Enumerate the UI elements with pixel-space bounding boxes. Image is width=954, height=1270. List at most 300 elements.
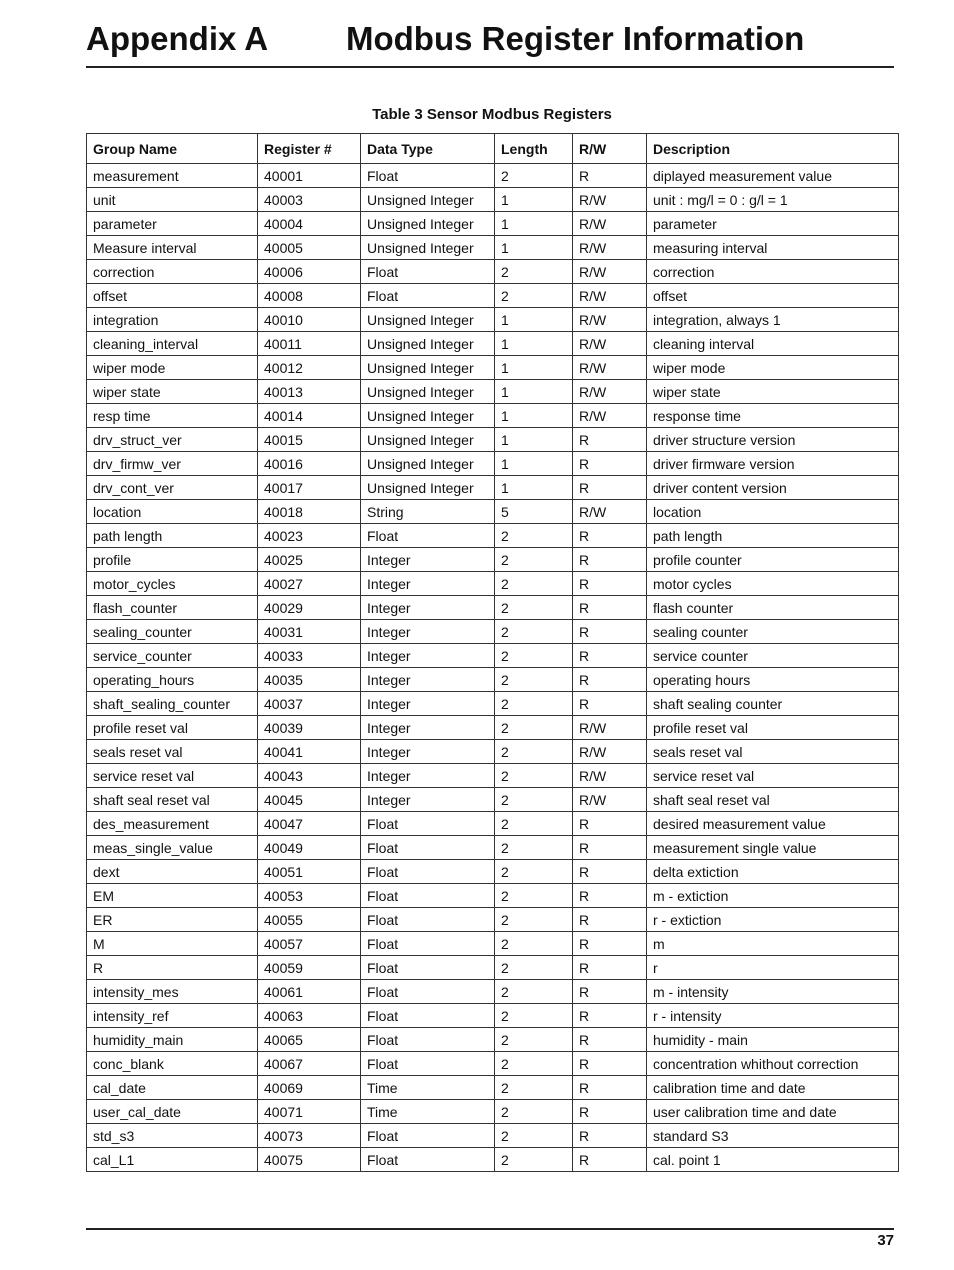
table-row [87,956,899,980]
description-cell: operating hours [647,668,899,692]
data-type-cell: Float [361,164,495,188]
table-row [87,1052,899,1076]
rw-cell: R/W [573,308,647,332]
description-cell: m [647,932,899,956]
rw-cell: R [573,860,647,884]
description-cell: m - extiction [647,884,899,908]
description-cell: r [647,956,899,980]
length-cell: 2 [495,284,573,308]
data-type-cell: Float [361,932,495,956]
rw-cell: R [573,1076,647,1100]
column-header-rw: R/W [573,134,647,164]
data-type-cell: Integer [361,716,495,740]
register-cell: 40051 [258,860,361,884]
rw-cell: R [573,548,647,572]
register-cell: 40049 [258,836,361,860]
group-name-cell: R [87,956,258,980]
group-name-cell: std_s3 [87,1124,258,1148]
register-cell: 40045 [258,788,361,812]
rw-cell: R/W [573,284,647,308]
group-name-cell: EM [87,884,258,908]
data-type-cell: Float [361,980,495,1004]
data-type-cell: Unsigned Integer [361,452,495,476]
description-cell: driver firmware version [647,452,899,476]
table-row [87,1124,899,1148]
description-cell: driver structure version [647,428,899,452]
rw-cell: R [573,452,647,476]
length-cell: 2 [495,1076,573,1100]
data-type-cell: Float [361,1052,495,1076]
page-title: Modbus Register Information [346,20,805,57]
table-row [87,884,899,908]
data-type-cell: Float [361,812,495,836]
rw-cell: R/W [573,356,647,380]
length-cell: 1 [495,380,573,404]
description-cell: measuring interval [647,236,899,260]
group-name-cell: cal_date [87,1076,258,1100]
group-name-cell: profile [87,548,258,572]
register-cell: 40017 [258,476,361,500]
table-row [87,932,899,956]
description-cell: user calibration time and date [647,1100,899,1124]
register-cell: 40015 [258,428,361,452]
data-type-cell: Unsigned Integer [361,188,495,212]
data-type-cell: Integer [361,548,495,572]
data-type-cell: Float [361,524,495,548]
register-cell: 40014 [258,404,361,428]
footer-rule [86,1228,894,1230]
group-name-cell: shaft_sealing_counter [87,692,258,716]
rw-cell: R [573,620,647,644]
length-cell: 2 [495,692,573,716]
column-header-register: Register # [258,134,361,164]
table-row [87,1076,899,1100]
length-cell: 1 [495,188,573,212]
data-type-cell: Time [361,1076,495,1100]
table-row [87,740,899,764]
rw-cell: R [573,644,647,668]
group-name-cell: drv_firmw_ver [87,452,258,476]
description-cell: unit : mg/l = 0 : g/l = 1 [647,188,899,212]
length-cell: 2 [495,644,573,668]
rw-cell: R [573,572,647,596]
group-name-cell: sealing_counter [87,620,258,644]
rw-cell: R [573,524,647,548]
table-row [87,500,899,524]
data-type-cell: Integer [361,620,495,644]
group-name-cell: integration [87,308,258,332]
data-type-cell: Unsigned Integer [361,332,495,356]
length-cell: 2 [495,908,573,932]
length-cell: 2 [495,668,573,692]
length-cell: 1 [495,476,573,500]
group-name-cell: service reset val [87,764,258,788]
register-cell: 40018 [258,500,361,524]
register-cell: 40025 [258,548,361,572]
register-cell: 40033 [258,644,361,668]
description-cell: r - intensity [647,1004,899,1028]
register-cell: 40039 [258,716,361,740]
rw-cell: R [573,1100,647,1124]
table-row [87,620,899,644]
description-cell: seals reset val [647,740,899,764]
table-caption: Table 3 Sensor Modbus Registers [372,106,612,123]
table-row [87,236,899,260]
rw-cell: R/W [573,788,647,812]
description-cell: service reset val [647,764,899,788]
length-cell: 1 [495,332,573,356]
data-type-cell: Unsigned Integer [361,236,495,260]
rw-cell: R/W [573,500,647,524]
rw-cell: R [573,1052,647,1076]
data-type-cell: Float [361,956,495,980]
description-cell: standard S3 [647,1124,899,1148]
rw-cell: R [573,1148,647,1172]
rw-cell: R/W [573,716,647,740]
length-cell: 2 [495,764,573,788]
description-cell: correction [647,260,899,284]
table-row [87,452,899,476]
table-row [87,260,899,284]
length-cell: 2 [495,1124,573,1148]
register-cell: 40059 [258,956,361,980]
length-cell: 1 [495,308,573,332]
description-cell: flash counter [647,596,899,620]
data-type-cell: Unsigned Integer [361,404,495,428]
rw-cell: R/W [573,332,647,356]
register-cell: 40043 [258,764,361,788]
length-cell: 2 [495,164,573,188]
column-header-description: Description [647,134,899,164]
length-cell: 1 [495,212,573,236]
register-cell: 40063 [258,1004,361,1028]
group-name-cell: drv_struct_ver [87,428,258,452]
table-row [87,980,899,1004]
table-row [87,788,899,812]
register-cell: 40073 [258,1124,361,1148]
description-cell: wiper state [647,380,899,404]
page-heading [86,16,894,68]
description-cell: shaft sealing counter [647,692,899,716]
length-cell: 2 [495,524,573,548]
description-cell: sealing counter [647,620,899,644]
rw-cell: R [573,980,647,1004]
data-type-cell: Unsigned Integer [361,212,495,236]
description-cell: parameter [647,212,899,236]
length-cell: 2 [495,860,573,884]
data-type-cell: Float [361,1148,495,1172]
data-type-cell: Integer [361,788,495,812]
table-row [87,812,899,836]
table-row [87,404,899,428]
data-type-cell: Float [361,884,495,908]
description-cell: driver content version [647,476,899,500]
rw-cell: R [573,164,647,188]
group-name-cell: conc_blank [87,1052,258,1076]
data-type-cell: Integer [361,668,495,692]
rw-cell: R [573,956,647,980]
group-name-cell: measurement [87,164,258,188]
data-type-cell: Unsigned Integer [361,428,495,452]
register-cell: 40065 [258,1028,361,1052]
length-cell: 2 [495,980,573,1004]
data-type-cell: Float [361,284,495,308]
table-row [87,716,899,740]
length-cell: 1 [495,452,573,476]
rw-cell: R [573,908,647,932]
length-cell: 2 [495,956,573,980]
register-cell: 40003 [258,188,361,212]
table-row [87,860,899,884]
length-cell: 2 [495,932,573,956]
table-row [87,764,899,788]
table-row [87,644,899,668]
data-type-cell: Float [361,836,495,860]
rw-cell: R [573,1004,647,1028]
group-name-cell: meas_single_value [87,836,258,860]
rw-cell: R [573,476,647,500]
register-cell: 40071 [258,1100,361,1124]
register-cell: 40037 [258,692,361,716]
length-cell: 2 [495,812,573,836]
data-type-cell: Unsigned Integer [361,356,495,380]
description-cell: cal. point 1 [647,1148,899,1172]
table-row [87,308,899,332]
register-cell: 40010 [258,308,361,332]
length-cell: 2 [495,260,573,284]
description-cell: profile reset val [647,716,899,740]
group-name-cell: service_counter [87,644,258,668]
register-cell: 40069 [258,1076,361,1100]
description-cell: integration, always 1 [647,308,899,332]
group-name-cell: operating_hours [87,668,258,692]
register-cell: 40067 [258,1052,361,1076]
group-name-cell: Measure interval [87,236,258,260]
data-type-cell: Integer [361,692,495,716]
rw-cell: R/W [573,260,647,284]
rw-cell: R/W [573,404,647,428]
table-row [87,1028,899,1052]
data-type-cell: Float [361,1028,495,1052]
table-row [87,380,899,404]
description-cell: response time [647,404,899,428]
register-cell: 40012 [258,356,361,380]
group-name-cell: location [87,500,258,524]
length-cell: 2 [495,716,573,740]
page-number: 37 [877,1232,894,1249]
group-name-cell: intensity_mes [87,980,258,1004]
rw-cell: R [573,812,647,836]
description-cell: desired measurement value [647,812,899,836]
table-header-row [87,134,899,164]
group-name-cell: unit [87,188,258,212]
description-cell: shaft seal reset val [647,788,899,812]
register-cell: 40016 [258,452,361,476]
description-cell: offset [647,284,899,308]
register-cell: 40004 [258,212,361,236]
description-cell: m - intensity [647,980,899,1004]
table-row [87,212,899,236]
table-row [87,596,899,620]
data-type-cell: Float [361,260,495,284]
rw-cell: R [573,596,647,620]
length-cell: 1 [495,236,573,260]
group-name-cell: motor_cycles [87,572,258,596]
rw-cell: R [573,428,647,452]
register-cell: 40027 [258,572,361,596]
table-row [87,836,899,860]
data-type-cell: Integer [361,572,495,596]
group-name-cell: wiper state [87,380,258,404]
data-type-cell: String [361,500,495,524]
group-name-cell: wiper mode [87,356,258,380]
data-type-cell: Float [361,908,495,932]
description-cell: concentration whithout correction [647,1052,899,1076]
register-cell: 40008 [258,284,361,308]
modbus-register-table [86,133,899,1172]
length-cell: 1 [495,356,573,380]
table-row [87,188,899,212]
group-name-cell: drv_cont_ver [87,476,258,500]
table-row [87,524,899,548]
description-cell: profile counter [647,548,899,572]
description-cell: delta extiction [647,860,899,884]
rw-cell: R [573,932,647,956]
register-cell: 40057 [258,932,361,956]
register-cell: 40035 [258,668,361,692]
column-header-group-name: Group Name [87,134,258,164]
data-type-cell: Integer [361,764,495,788]
description-cell: r - extiction [647,908,899,932]
rw-cell: R/W [573,212,647,236]
table-row [87,476,899,500]
register-cell: 40031 [258,620,361,644]
description-cell: humidity - main [647,1028,899,1052]
register-cell: 40061 [258,980,361,1004]
table-row [87,572,899,596]
description-cell: measurement single value [647,836,899,860]
table-row [87,692,899,716]
group-name-cell: cal_L1 [87,1148,258,1172]
table-row [87,908,899,932]
description-cell: motor cycles [647,572,899,596]
length-cell: 2 [495,548,573,572]
table-row [87,356,899,380]
length-cell: 2 [495,1028,573,1052]
group-name-cell: cleaning_interval [87,332,258,356]
register-cell: 40013 [258,380,361,404]
description-cell: service counter [647,644,899,668]
length-cell: 1 [495,428,573,452]
register-cell: 40029 [258,596,361,620]
register-cell: 40006 [258,260,361,284]
column-header-data-type: Data Type [361,134,495,164]
rw-cell: R [573,884,647,908]
description-cell: location [647,500,899,524]
length-cell: 2 [495,572,573,596]
table-row [87,1100,899,1124]
table-body [87,164,899,1172]
length-cell: 2 [495,596,573,620]
group-name-cell: user_cal_date [87,1100,258,1124]
length-cell: 1 [495,404,573,428]
register-cell: 40041 [258,740,361,764]
rw-cell: R [573,1028,647,1052]
table-row [87,668,899,692]
table-row [87,1004,899,1028]
group-name-cell: path length [87,524,258,548]
group-name-cell: intensity_ref [87,1004,258,1028]
rw-cell: R [573,836,647,860]
appendix-label: Appendix A [86,20,269,57]
table-row [87,164,899,188]
data-type-cell: Time [361,1100,495,1124]
rw-cell: R [573,1124,647,1148]
group-name-cell: seals reset val [87,740,258,764]
rw-cell: R [573,668,647,692]
length-cell: 2 [495,1148,573,1172]
description-cell: calibration time and date [647,1076,899,1100]
register-cell: 40075 [258,1148,361,1172]
group-name-cell: humidity_main [87,1028,258,1052]
length-cell: 2 [495,884,573,908]
data-type-cell: Integer [361,644,495,668]
group-name-cell: offset [87,284,258,308]
group-name-cell: M [87,932,258,956]
length-cell: 2 [495,620,573,644]
length-cell: 2 [495,836,573,860]
description-cell: wiper mode [647,356,899,380]
length-cell: 2 [495,1100,573,1124]
group-name-cell: correction [87,260,258,284]
group-name-cell: des_measurement [87,812,258,836]
length-cell: 2 [495,788,573,812]
rw-cell: R/W [573,764,647,788]
rw-cell: R/W [573,236,647,260]
group-name-cell: shaft seal reset val [87,788,258,812]
table-row [87,332,899,356]
group-name-cell: parameter [87,212,258,236]
data-type-cell: Float [361,860,495,884]
table-row [87,428,899,452]
length-cell: 2 [495,740,573,764]
data-type-cell: Integer [361,596,495,620]
group-name-cell: resp time [87,404,258,428]
data-type-cell: Unsigned Integer [361,380,495,404]
register-cell: 40053 [258,884,361,908]
register-cell: 40005 [258,236,361,260]
register-cell: 40023 [258,524,361,548]
data-type-cell: Integer [361,740,495,764]
group-name-cell: dext [87,860,258,884]
register-cell: 40001 [258,164,361,188]
table-row [87,284,899,308]
description-cell: path length [647,524,899,548]
group-name-cell: profile reset val [87,716,258,740]
group-name-cell: flash_counter [87,596,258,620]
data-type-cell: Float [361,1004,495,1028]
data-type-cell: Float [361,1124,495,1148]
description-cell: diplayed measurement value [647,164,899,188]
length-cell: 2 [495,1052,573,1076]
length-cell: 5 [495,500,573,524]
rw-cell: R/W [573,380,647,404]
data-type-cell: Unsigned Integer [361,308,495,332]
column-header-length: Length [495,134,573,164]
description-cell: cleaning interval [647,332,899,356]
table-row [87,1148,899,1172]
length-cell: 2 [495,1004,573,1028]
